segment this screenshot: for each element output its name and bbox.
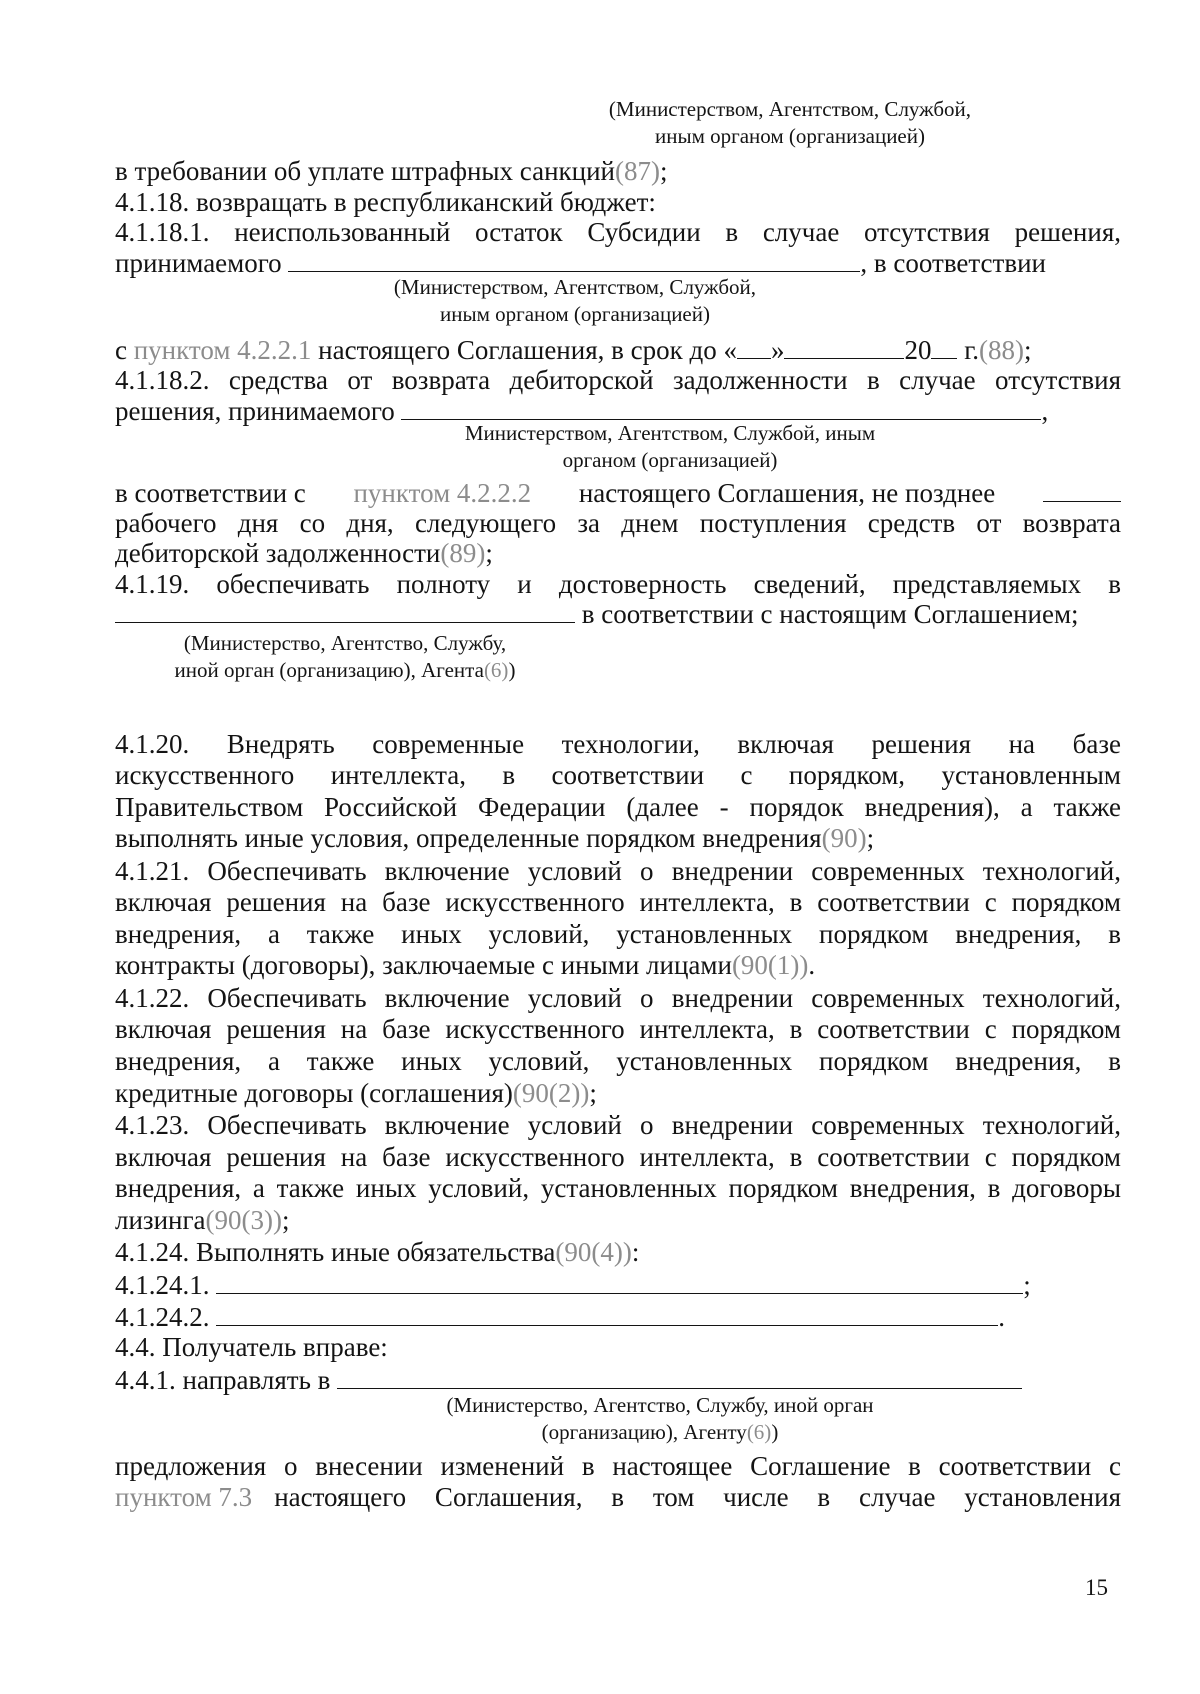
line-text: в соответствии с настоящим Соглашением; (581, 599, 1079, 629)
paragraph-line (115, 1236, 1121, 1268)
line-text: » (770, 335, 785, 365)
footnote-ref-90-2[interactable]: (90(2)) (512, 1078, 590, 1108)
footnote-ref-90-4[interactable]: (90(4)) (555, 1237, 632, 1267)
paragraph-line: 4.1.18.2. средства от возврата дебиторской задолженности в случае отсутствия (115, 365, 1121, 395)
paragraph-line: 4.1.21. Обеспечивать включение условий о внедрении современных технологий, (115, 856, 1121, 886)
line-text: решения, принимаемого (115, 396, 395, 426)
paragraph-line: внедрения, а также иных условий, установленных порядком внедрения, в договоры (115, 1173, 1121, 1203)
days-blank[interactable] (1043, 476, 1121, 502)
line-text: ; (1023, 1270, 1031, 1300)
caption-line: Министерством, Агентством, Службой, иным (464, 421, 876, 445)
caption-recipient-2 (400, 1392, 920, 1446)
caption-text: ) (508, 658, 516, 682)
footnote-ref-87[interactable]: (87) (615, 156, 660, 186)
caption-line: (Министерство, Агентство, Службу, иной орган (446, 1393, 874, 1417)
footnote-ref-88[interactable]: (88) (979, 335, 1024, 365)
line-text: 4.4.1. направлять в (115, 1365, 331, 1395)
footnote-ref-90[interactable]: (90) (821, 823, 867, 853)
fill-in-blank[interactable] (216, 1268, 1023, 1294)
line-text: с (115, 335, 127, 365)
paragraph-line: 4.1.18.1. неиспользованный остаток Субсидии в случае отсутствия решения, (115, 217, 1121, 247)
month-blank[interactable] (784, 333, 904, 359)
paragraph-line: искусственного интеллекта, в соответствии с порядком, установленным (115, 760, 1121, 790)
paragraph-line (115, 949, 1121, 981)
line-text: г. (964, 335, 979, 365)
fill-in-blank[interactable] (401, 394, 1041, 420)
footnote-ref-6[interactable]: (6) (483, 658, 509, 682)
line-text: 4.1.24. Выполнять иные обязательства (115, 1237, 556, 1267)
line-text: ; (282, 1205, 290, 1235)
line-text: , в соответствии (860, 248, 1046, 278)
paragraph-line: включая решения на базе искусственного интеллекта, в соответствии с порядком (115, 1014, 1121, 1044)
line-text: 4.1.24.1. (115, 1270, 210, 1300)
paragraph-line: предложения о внесении изменений в настоящее Соглашение в соответствии с (115, 1451, 1121, 1481)
line-text: лизинга (115, 1205, 206, 1235)
year-blank[interactable] (931, 333, 957, 359)
paragraph-line (115, 1300, 1121, 1332)
paragraph-line (115, 822, 1121, 854)
caption-line: органом (организацией) (562, 448, 778, 472)
caption-line (140, 657, 550, 684)
paragraph-line (115, 597, 1121, 629)
line-text: ; (866, 823, 875, 853)
line-text: ; (660, 156, 668, 186)
paragraph-line (115, 1077, 1121, 1109)
line-text: выполнять иные условия, определенные порядком внедрения (115, 823, 822, 853)
fill-in-blank[interactable] (115, 597, 575, 623)
link-point-4-2-2-2[interactable]: пунктом 4.2.2.2 (353, 478, 532, 508)
line-text: кредитные договоры (соглашения) (115, 1078, 513, 1108)
caption-text: (организацию), Агенту (541, 1420, 747, 1444)
link-point-4-2-2-1[interactable]: пунктом 4.2.2.1 (133, 335, 312, 365)
line-text: . (808, 950, 816, 980)
paragraph-line: 4.4. Получатель вправе: (115, 1332, 388, 1362)
day-blank[interactable] (737, 333, 771, 359)
link-point-7-3[interactable]: пунктом 7.3 (115, 1482, 253, 1512)
caption-text: ) (771, 1420, 779, 1444)
line-text: настоящего Соглашения, в том числе в случае установления (274, 1482, 1121, 1512)
caption-authority-3 (430, 420, 910, 474)
caption-recipient-1 (140, 630, 550, 684)
paragraph-line: включая решения на базе искусственного интеллекта, в соответствии с порядком (115, 1142, 1121, 1172)
paragraph-line (115, 1481, 1121, 1513)
fill-in-blank[interactable] (216, 1300, 998, 1326)
line-text: : (631, 1237, 640, 1267)
line-text: . (998, 1302, 1005, 1332)
paragraph-line: внедрения, а также иных условий, установленных порядком внедрения, в (115, 1046, 1121, 1076)
paragraph-line: рабочего дня со дня, следующего за днем поступления средств от возврата (115, 508, 1121, 538)
line-text: 4.1.24.2. (115, 1302, 210, 1332)
paragraph-line: 4.1.20. Внедрять современные технологии, включая решения на базе (115, 729, 1121, 759)
footnote-ref-89[interactable]: (89) (440, 538, 486, 568)
paragraph-line: 4.1.23. Обеспечивать включение условий о внедрении современных технологий, (115, 1110, 1121, 1140)
caption-line: (Министерство, Агентство, Службу, (183, 631, 507, 655)
line-text: настоящего Соглашения, в срок до « (318, 335, 737, 365)
paragraph-line (115, 476, 1121, 508)
paragraph-line: 4.1.22. Обеспечивать включение условий о внедрении современных технологий, (115, 983, 1121, 1013)
paragraph-line: 4.1.18. возвращать в республиканский бюджет: (115, 187, 656, 217)
caption-line: иным органом (организацией) (440, 302, 710, 326)
paragraph-line (115, 1204, 1121, 1236)
paragraph-line: Правительством Российской Федерации (далее - порядок внедрения), а также (115, 792, 1121, 822)
line-text: ; (485, 538, 493, 568)
footnote-ref-6[interactable]: (6) (746, 1420, 772, 1444)
footnote-ref-90-1[interactable]: (90(1)) (731, 950, 809, 980)
paragraph-line: включая решения на базе искусственного интеллекта, в соответствии с порядком (115, 887, 1121, 917)
caption-line (400, 1419, 920, 1446)
fill-in-blank[interactable] (337, 1363, 1022, 1389)
line-text: принимаемого (115, 248, 282, 278)
paragraph-line (115, 333, 1121, 365)
paragraph-line: внедрения, а также иных условий, установленных порядком внедрения, в (115, 919, 1121, 949)
line-text: ; (589, 1078, 597, 1108)
paragraph-line (115, 1363, 1121, 1395)
caption-text: иной орган (организацию), Агента (174, 658, 484, 682)
page-number: 15 (1085, 1575, 1108, 1600)
line-text: 20 (904, 335, 932, 365)
line-text: настоящего Соглашения, не позднее (578, 478, 996, 508)
paragraph-line: 4.1.19. обеспечивать полноту и достоверность сведений, представляемых в (115, 569, 1121, 599)
line-text: в соответствии с (115, 478, 306, 508)
caption-line: (Министерством, Агентством, Службой, (608, 97, 972, 121)
caption-authority-2 (335, 274, 815, 328)
line-text: дебиторской задолженности (115, 538, 441, 568)
line-text: , (1041, 396, 1049, 426)
caption-line: иным органом (организацией) (655, 124, 925, 148)
caption-authority-1 (540, 96, 1040, 150)
paragraph-line (115, 155, 1121, 187)
paragraph-line (115, 1268, 1121, 1300)
line-text: в требовании об уплате штрафных санкций (115, 156, 616, 186)
fill-in-blank[interactable] (288, 246, 860, 272)
footnote-ref-90-3[interactable]: (90(3)) (205, 1205, 283, 1235)
paragraph-line (115, 537, 1121, 569)
caption-line: (Министерством, Агентством, Службой, (393, 275, 757, 299)
line-text: ; (1023, 335, 1032, 365)
line-text: контракты (договоры), заключаемые с иными лицами (115, 950, 732, 980)
